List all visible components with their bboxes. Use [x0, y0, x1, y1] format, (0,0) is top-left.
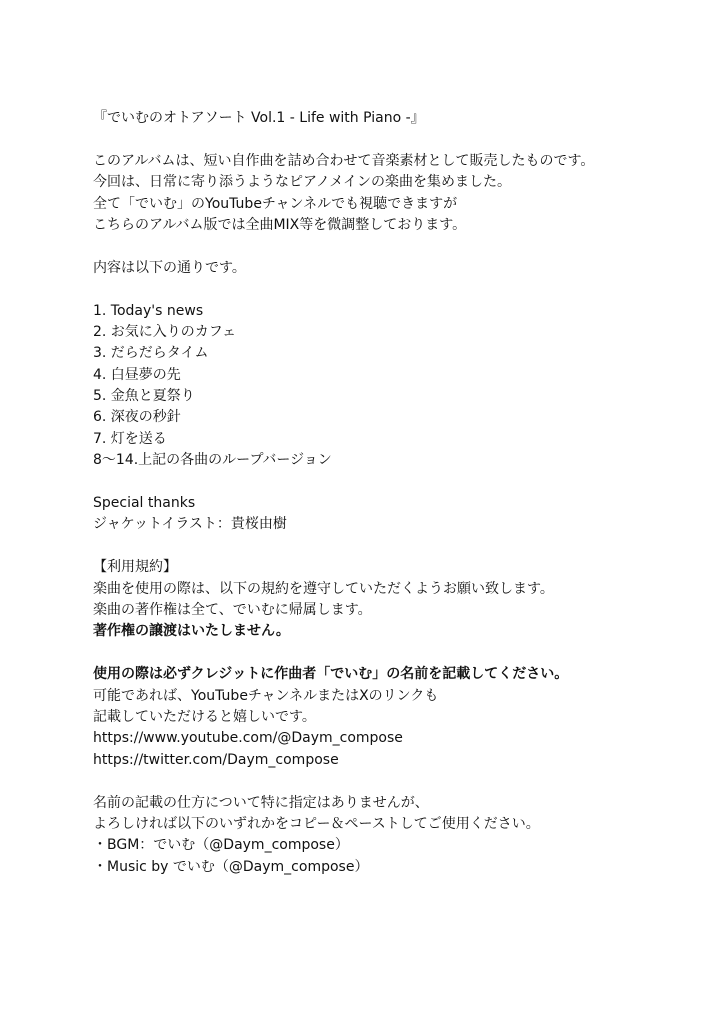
track-item: 6. 深夜の秒針 — [93, 409, 181, 426]
credit-format-line-1: 名前の記載の仕方について特に指定はありませんが、 — [93, 794, 429, 811]
intro-line-3: 全て「でいむ」のYouTubeチャンネルでも視聴できますが — [93, 195, 458, 212]
spacer — [93, 472, 693, 493]
contents-heading: 内容は以下の通りです。 — [93, 259, 246, 276]
terms-credit-required: 使用の際は必ずクレジットに作曲者「でいむ」の名前を記載してください。 — [93, 666, 569, 683]
spacer — [93, 129, 693, 150]
terms-line-4: 記載していただけると嬉しいです。 — [93, 708, 316, 725]
terms-no-transfer: 著作権の譲渡はいたしません。 — [93, 623, 290, 640]
intro-line-4: こちらのアルバム版では全曲MIX等を微調整しております。 — [93, 216, 467, 233]
intro-line-2: 今回は、日常に寄り添うようなピアノメインの楽曲を集めました。 — [93, 174, 512, 191]
album-title: 『でいむのオトアソート Vol.1 - Life with Piano -』 — [93, 110, 425, 126]
intro-line-1: このアルバムは、短い自作曲を詰め合わせて音楽素材として販売したものです。 — [93, 152, 595, 169]
spacer — [93, 643, 693, 664]
terms-line-3: 可能であれば、YouTubeチャンネルまたはXのリンクも — [93, 687, 439, 704]
track-item: 3. だらだらタイム — [93, 345, 209, 362]
track-item: 8〜14.上記の各曲のループバージョン — [93, 452, 332, 469]
thanks-credit: ジャケットイラスト：貴桜由樹 — [93, 516, 287, 533]
credit-format-line-2: よろしければ以下のいずれかをコピー＆ペーストしてご使用ください。 — [93, 815, 540, 832]
thanks-heading: Special thanks — [93, 495, 196, 512]
document-page — [93, 108, 693, 878]
youtube-link[interactable]: https://www.youtube.com/@Daym_compose — [93, 730, 403, 747]
credit-example-1: ・BGM：でいむ（@Daym_compose） — [93, 837, 349, 854]
track-item: 7. 灯を送る — [93, 430, 167, 447]
terms-heading: 【利用規約】 — [93, 559, 177, 576]
credit-example-2: ・Music by でいむ（@Daym_compose） — [93, 858, 369, 875]
track-item: 5. 金魚と夏祭り — [93, 388, 195, 405]
twitter-link[interactable]: https://twitter.com/Daym_compose — [93, 751, 339, 768]
terms-line-2: 楽曲の著作権は全て、でいむに帰属します。 — [93, 601, 372, 618]
track-item: 1. Today's news — [93, 302, 204, 319]
spacer — [93, 771, 693, 792]
spacer — [93, 536, 693, 557]
track-item: 4. 白昼夢の先 — [93, 366, 181, 383]
spacer — [93, 236, 693, 257]
track-item: 2. お気に入りのカフェ — [93, 323, 237, 340]
spacer — [93, 279, 693, 300]
terms-line-1: 楽曲を使用の際は、以下の規約を遵守していただくようお願い致します。 — [93, 580, 554, 597]
